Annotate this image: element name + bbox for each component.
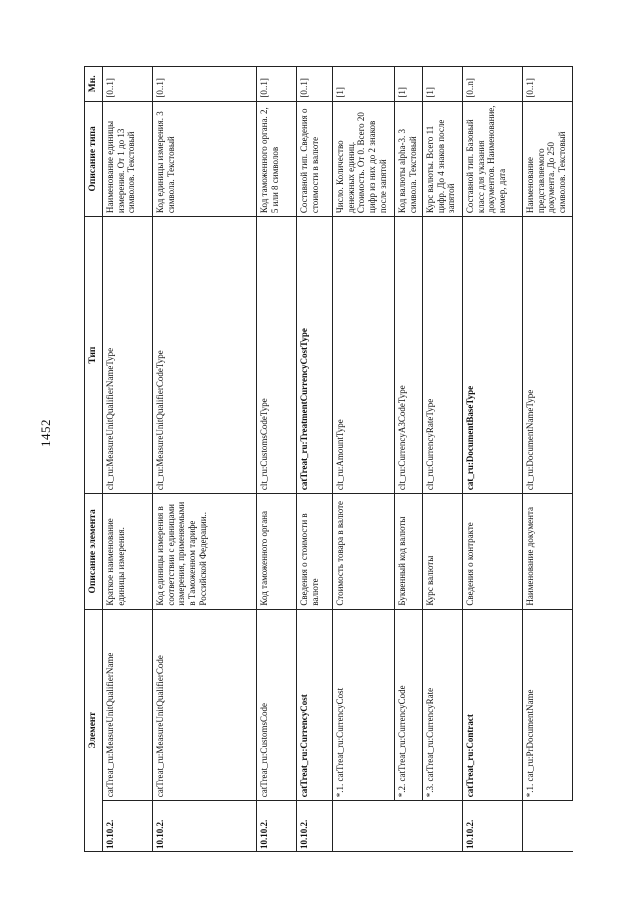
row-number: 10.10.2. [463,801,523,852]
multiplicity: [1] [423,67,463,102]
header-mn: Мн. [85,67,103,102]
type-description: Код валюты alpha-3. 3 символа. Текстовый [395,101,423,216]
element-description: Сведения о стоимости в валюте [297,494,333,609]
header-element: Элемент [85,609,103,851]
element-description: Стоимость товара в валюте [333,494,395,609]
table-row [395,67,423,852]
element-name: catTreat_ru:MeasureUnitQualifierCode [153,609,257,801]
table-row [423,67,463,852]
multiplicity: [0..1] [153,67,257,102]
type-description: Составной тип. Сведения о стоимости в валюте [297,101,333,216]
sub-number: *.2. [397,783,408,798]
table-row [463,67,523,852]
multiplicity: [1] [395,67,423,102]
element-description: Код единицы измерения в соответствии с единицами измерения, применяемыми в Таможенном тарифе Российской Федерации.. [153,494,257,609]
type-name: catTreat_ru:TreatmentCurrencyCostType [297,217,333,494]
element-description: Буквенный код валюты [395,494,423,609]
table-header-row [85,67,103,852]
element-name-text: catTreat_ru:CurrencyRate [425,687,436,782]
sub-number: *.1. [525,783,536,798]
row-number: 10.10.2. [153,801,257,852]
table-row [103,67,153,852]
type-description: Курс валюты. Всего 11 цифр. До 4 знаков после запятой [423,101,463,216]
empty-cell [423,801,463,852]
row-number: 10.10.2. [257,801,297,852]
type-description: Код единицы измерения. 3 символа. Текстовый [153,101,257,216]
type-description: Код таможенного органа. 2, 5 или 8 символов [257,101,297,216]
element-description: Сведения о контракте [463,494,523,609]
type-description: Наименование представляемого документа. До 250 символов. Текстовый [523,101,573,216]
element-description: Наименование документа [523,494,573,609]
rotated-table-container [84,66,628,852]
multiplicity: [1] [333,67,395,102]
multiplicity: [0..1] [257,67,297,102]
header-type: Тип [85,217,103,494]
table-row [153,67,257,852]
type-name: clt_ru:MeasureUnitQualifierCodeType [153,217,257,494]
table-row [257,67,297,852]
sub-number: *.1. [335,783,346,798]
multiplicity: [0..1] [297,67,333,102]
empty-cell [523,801,573,852]
element-name [423,609,463,801]
schema-table [84,66,573,852]
element-description: Код таможенного органа [257,494,297,609]
element-name: catTreat_ru:CurrencyCost [297,609,333,801]
multiplicity: [0..n] [463,67,523,102]
element-name-text: catTreat_ru:CurrencyCost [335,687,346,782]
type-name: cat_ru:DocumentBaseType [463,217,523,494]
table-row [333,67,395,852]
element-name [333,609,395,801]
element-name [523,609,573,801]
table-row [523,67,573,852]
page-number: 1452 [38,419,53,447]
multiplicity: [0..1] [523,67,573,102]
element-name: catTreat_ru:MeasureUnitQualifierName [103,609,153,801]
element-description: Курс валюты [423,494,463,609]
table-row [297,67,333,852]
header-type-desc: Описание типа [85,101,103,216]
element-name: catTreat_ru:CustomsCode [257,609,297,801]
type-name: clt_ru:DocumentNameType [523,217,573,494]
multiplicity: [0..1] [103,67,153,102]
element-name-text: catTreat_ru:CurrencyCode [397,685,408,782]
type-name: clt_ru:CurrencyA3CodeType [395,217,423,494]
empty-cell [333,801,395,852]
type-description: Составной тип. Базовый класс для указания документов. Наименование, номер, дата [463,101,523,216]
element-name-text: cat_ru:PrDocumentName [525,689,536,782]
element-description: Краткое наименование единицы измерения. [103,494,153,609]
type-description: Число. Количество денежных единиц. Стоимость. От 0. Всего 20 цифр из них до 2 знаков после запятой [333,101,395,216]
type-description: Наименование единицы измерения. От 1 до 13 символов. Текстовый [103,101,153,216]
type-name: clt_ru:MeasureUnitQualifierNameType [103,217,153,494]
element-name: catTreat_ru:Contract [463,609,523,801]
type-name: clt_ru:AmountType [333,217,395,494]
empty-cell [395,801,423,852]
type-name: clt_ru:CurrencyRateType [423,217,463,494]
header-element-desc: Описание элемента [85,494,103,609]
type-name: clt_ru:CustomsCodeType [257,217,297,494]
element-name [395,609,423,801]
row-number: 10.10.2. [297,801,333,852]
row-number: 10.10.2. [103,801,153,852]
sub-number: *.3. [425,783,436,798]
